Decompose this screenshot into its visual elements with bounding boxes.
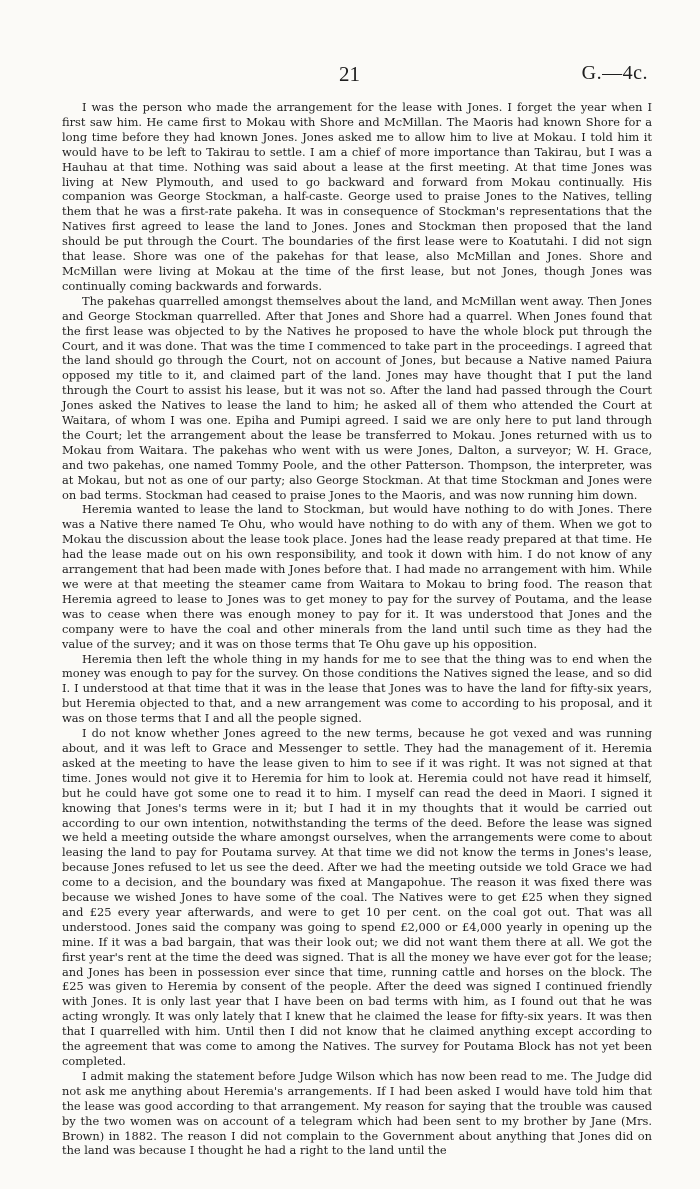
document-body — [62, 100, 652, 1158]
document-reference: G.—4c. — [581, 62, 648, 84]
paragraph: I admit making the statement before Judge Wilson which has now been read to me. The Judge did not ask me anything about Heremia's arrangements. If I had been asked I would have told him that the lease was good according to that arrangement. My reason for saying that the trouble was caused by the two women was on account of a telegram which had been sent to my brother by Jane (Mrs. Brown) in 1882. The reason I did not complain to the Government about anything that Jones did on the land was because I thought he had a right to the land until the — [62, 1068, 652, 1158]
paragraph: The pakehas quarrelled amongst themselves about the land, and McMillan went away. Then Jones and George Stockman quarrelled. After that Jones and Shore had a quarrel. When Jones found that the first lease was objected to by the Natives he proposed to have the whole block put through the Court, and it was done. That was the time I commenced to take part in the proceedings. I agreed that the land should go through the Court, not on account of Jones, but because a Native named Paiura opposed my title to it, and claimed part of the land. Jones may have thought that I put the land through the Court to assist his lease, but it was not so. After the land had passed through the Court Jones asked the Natives to lease the land to him; he asked all of them who attended the Court at Waitara, of whom I was one. Epiha and Pumipi agreed. I said we are only here to put land through the Court; let the arrangement about the lease be transferred to Mokau. Jones returned with us to Mokau from Waitara. The pakehas who went with us were Jones, Dalton, a surveyor; W. H. Grace, and two pakehas, one named Tommy Poole, and the other Patterson. Thompson, the interpreter, was at Mokau, but not as one of our party; also George Stockman. At that time Stockman and Jones were on bad terms. Stockman had ceased to praise Jones to the Maoris, and was now running him down. — [62, 293, 652, 502]
paragraph: Heremia then left the whole thing in my hands for me to see that the thing was to end when the money was enough to pay for the survey. On those conditions the Natives signed the lease, and so did I. I understood at that time that it was in the lease that Jones was to have the land for fifty-six years, but Heremia objected to that, and a new arrangement was come to according to his proposal, and it was on those terms that I and all the people signed. — [62, 651, 652, 726]
paragraph: I do not know whether Jones agreed to the new terms, because he got vexed and was running about, and it was left to Grace and Messenger to settle. They had the management of it. Heremia asked at the meeting to have the lease given to him to see if it was right. It was not signed at that time. Jones would not give it to Heremia for him to look at. Heremia could not have read it himself, but he could have got some one to read it to him. I myself can read the deed in Maori. I signed it knowing that Jones's terms were in it; but I had it in my thoughts that it would be carried out according to our own intention, notwithstanding the terms of the deed. Before the lease was signed we held a meeting outside the whare amongst ourselves, when the arrangements were come to about leasing the land to pay for Poutama survey. At that time we did not know the terms in Jones's lease, because Jones refused to let us see the deed. After we had the meeting outside we told Grace we had come to a decision, and the boundary was fixed at Mangapohue. The reason it was fixed there was because we wished Jones to have some of the coal. The Natives were to get £25 when they signed and £25 every year afterwards, and were to get 10 per cent. on the coal got out. That was all understood. Jones said the company was going to spend £2,000 or £4,000 yearly in opening up the mine. If it was a bad bargain, that was their look out; we did not want them there at all. We got the first year's rent at the time the deed was signed. That is all the money we have ever got for the lease; and Jones has been in possession ever since that time, running cattle and horses on the block. The £25 was given to Heremia by consent of the people. After the deed was signed I continued friendly with Jones. It is only last year that I have been on bad terms with him, as I found out that he was acting wrongly. It was only lately that I knew that he claimed the lease for fifty-six years. It was then that I quarrelled with him. Until then I did not know that he claimed anything except according to the agreement that was come to among the Natives. The survey for Poutama Block has not yet been completed. — [62, 726, 652, 1068]
paragraph: Heremia wanted to lease the land to Stockman, but would have nothing to do with Jones. There was a Native there named Te Ohu, who would have nothing to do with any of them. When we got to Mokau the discussion about the lease took place. Jones had the lease ready prepared at that time. He had the lease made out on his own responsibility, and took it down with him. I do not know of any arrangement that had been made with Jones before that. I had made no arrangement with him. While we were at that meeting the steamer came from Waitara to Mokau to bring food. The reason that Heremia agreed to lease to Jones was to get money to pay for the survey of Poutama, and the lease was to cease when there was enough money to pay for it. It was understood that Jones and the company were to have the coal and other minerals from the land until such time as they had the value of the survey; and it was on those terms that Te Ohu gave up his opposition. — [62, 502, 652, 651]
page-header — [0, 62, 700, 92]
paragraph: I was the person who made the arrangement for the lease with Jones. I forget the year when I first saw him. He came first to Mokau with Shore and McMillan. The Maoris had known Shore for a long time before they had known Jones. Jones asked me to allow him to live at Mokau. I told him it would have to be left to Takirau to settle. I am a chief of more importance than Takirau, but I was a Hauhau at that time. Nothing was said about a lease at the first meeting. At that time Jones was living at New Plymouth, and used to go backward and forward from Mokau continually. His companion was George Stockman, a half-caste. George used to praise Jones to the Natives, telling them that he was a first-rate pakeha. It was in consequence of Stockman's representations that the Natives first agreed to lease the land to Jones. Jones and Stockman then proposed that the land should be put through the Court. The boundaries of the first lease were to Koatutahi. I did not sign that lease. Shore was one of the pakehas for that lease, also McMillan and Jones. Shore and McMillan were living at Mokau at the time of the first lease, but not Jones, though Jones was continually coming backwards and forwards. — [62, 100, 652, 293]
page-number: 21 — [339, 62, 360, 86]
